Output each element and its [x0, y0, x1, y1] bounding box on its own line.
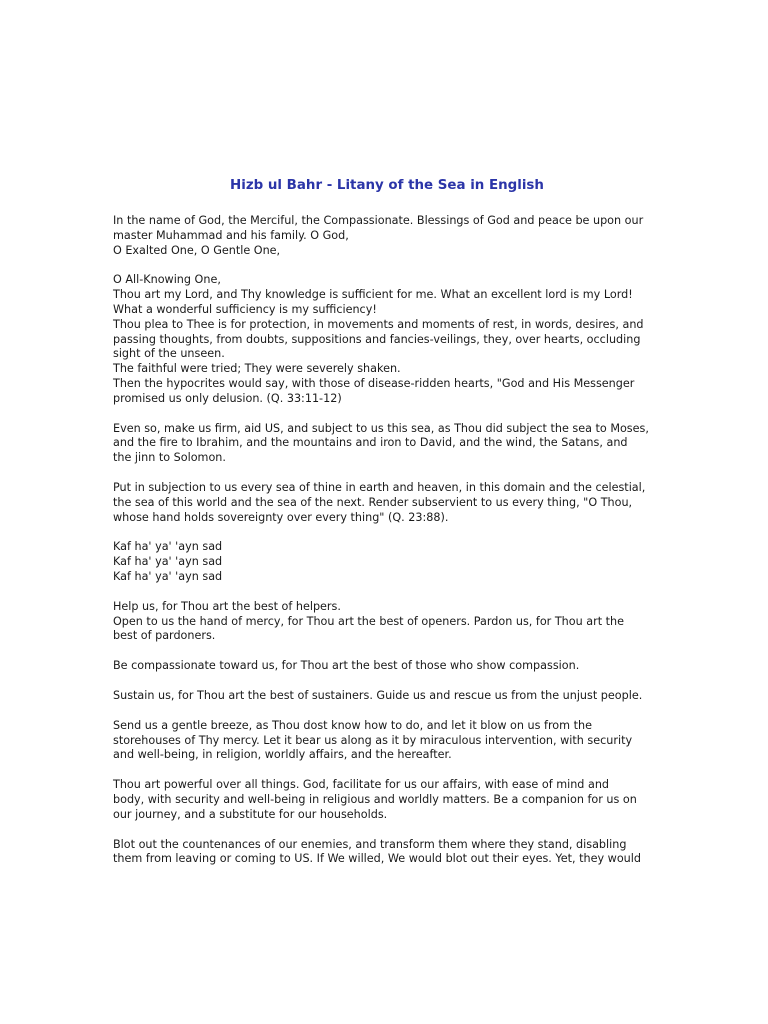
paragraph: [113, 838, 661, 868]
text-line: the jinn to Solomon.: [113, 451, 226, 465]
paragraph-spacer: [113, 407, 661, 422]
text-line: best of pardoners.: [113, 629, 216, 643]
paragraph: [113, 214, 661, 258]
text-line: storehouses of Thy mercy. Let it bear us along as it by miraculous intervention, with security: [113, 733, 633, 747]
text-line: promised us only delusion. (Q. 33:11-12): [113, 391, 342, 405]
text-line: Blot out the countenances of our enemies, and transform them where they stand, disabling: [113, 837, 627, 851]
text-line: What a wonderful sufficiency is my sufficiency!: [113, 302, 377, 316]
text-line: Help us, for Thou art the best of helpers.: [113, 599, 341, 613]
paragraph-spacer: [113, 704, 661, 719]
text-line: In the name of God, the Merciful, the Compassionate. Blessings of God and peace be upon our: [113, 214, 644, 227]
paragraph: [113, 481, 661, 525]
paragraph-spacer: [113, 763, 661, 778]
text-line: them from leaving or coming to US. If We willed, We would blot out their eyes. Yet, they would: [113, 852, 641, 866]
text-line: Be compassionate toward us, for Thou art the best of those who show compassion.: [113, 659, 580, 673]
text-line: Then the hypocrites would say, with those of disease-ridden hearts, "God and His Messenger: [113, 376, 635, 390]
text-line: Even so, make us firm, aid US, and subject to us this sea, as Thou did subject the sea to Moses,: [113, 421, 649, 435]
text-line: Thou art my Lord, and Thy knowledge is sufficient for me. What an excellent lord is my Lord!: [113, 288, 633, 302]
text-line: O All-Knowing One,: [113, 273, 221, 287]
paragraph: [113, 719, 661, 763]
document-title: Hizb ul Bahr - Litany of the Sea in English: [230, 178, 544, 193]
text-line: and the fire to Ibrahim, and the mountains and iron to David, and the wind, the Satans, and: [113, 436, 628, 450]
document-body: [113, 214, 661, 867]
text-line: whose hand holds sovereignty over every thing" (Q. 23:88).: [113, 510, 449, 524]
text-line: master Muhammad and his family. O God,: [113, 228, 349, 242]
paragraph-spacer: [113, 823, 661, 838]
text-line: body, with security and well-being in religious and worldly matters. Be a companion for us on: [113, 792, 637, 806]
paragraph: [113, 422, 661, 466]
paragraph: [113, 540, 661, 584]
text-line: O Exalted One, O Gentle One,: [113, 243, 281, 257]
paragraph: [113, 689, 661, 704]
text-line: The faithful were tried; They were severely shaken.: [113, 362, 401, 376]
paragraph: [113, 600, 661, 644]
text-line: Thou art powerful over all things. God, facilitate for us our affairs, with ease of mind and: [113, 778, 610, 792]
text-line: the sea of this world and the sea of the next. Render subservient to us every thing, "O Thou,: [113, 495, 633, 509]
text-line: Kaf ha' ya' 'ayn sad: [113, 569, 223, 583]
paragraph-spacer: [113, 258, 661, 273]
text-line: passing thoughts, from doubts, suppositions and fancies-veilings, they, over hearts, occluding: [113, 332, 641, 346]
paragraph-spacer: [113, 525, 661, 540]
paragraph-spacer: [113, 585, 661, 600]
text-line: and well-being, in religion, worldly affairs, and the hereafter.: [113, 748, 452, 762]
text-line: Thou plea to Thee is for protection, in movements and moments of rest, in words, desires, and: [113, 317, 644, 331]
paragraph-spacer: [113, 644, 661, 659]
paragraph-spacer: [113, 466, 661, 481]
text-line: Open to us the hand of mercy, for Thou art the best of openers. Pardon us, for Thou art the: [113, 614, 625, 628]
paragraph-spacer: [113, 674, 661, 689]
paragraph: [113, 659, 661, 674]
document-page: [113, 176, 661, 867]
text-line: Send us a gentle breeze, as Thou dost know how to do, and let it blow on us from the: [113, 718, 592, 732]
text-line: sight of the unseen.: [113, 347, 225, 361]
text-line: Sustain us, for Thou art the best of sustainers. Guide us and rescue us from the unjust people.: [113, 688, 643, 702]
paragraph: [113, 273, 661, 406]
paragraph: [113, 778, 661, 822]
text-line: our journey, and a substitute for our households.: [113, 807, 388, 821]
text-line: Put in subjection to us every sea of thine in earth and heaven, in this domain and the celestial,: [113, 480, 646, 494]
text-line: Kaf ha' ya' 'ayn sad: [113, 555, 223, 569]
text-line: Kaf ha' ya' 'ayn sad: [113, 540, 223, 554]
